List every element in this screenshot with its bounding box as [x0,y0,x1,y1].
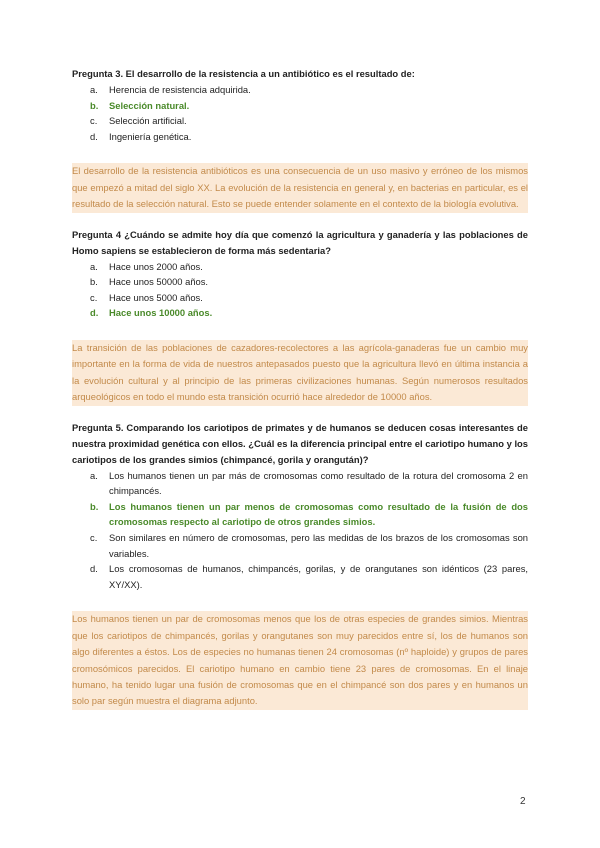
question-3-explanation: El desarrollo de la resistencia antibióticos es una consecuencia de un uso masivo y erróneo de los mismos que empezó a mitad del siglo XX. La evolución de la resistencia en general y, en bacterias en particular, es el resultado de la selección natural. Esto se puede entender solamente en el contexto de la biología evolutiva. [72,163,528,212]
option-b-correct: b. Los humanos tienen un par menos de cromosomas como resultado de la fusión de dos cromosomas respecto al cariotipo de otros grandes simios. [90,500,528,528]
option-d: d. Ingeniería genética. [90,130,192,142]
question-3-options [72,82,528,144]
question-4-explanation: La transición de las poblaciones de cazadores-recolectores a las agrícola-ganaderas fue un cambio muy importante en la forma de vida de nuestros antepasados puesto que la agricultura llevó en última instancia a la evolución cultural y al principio de las primeras civilizaciones humanas. Según numerosos resultados arqueológicos en todo el mundo esta transición ocurrió hace alrededor de 10000 años. [72,340,528,406]
question-5-explanation: Los humanos tienen un par de cromosomas menos que los de otras especies de grandes simios. Mientras que los cariotipos de chimpancés, gorilas y orangutanes son muy parecidos entre sí, los de humanos son algo diferentes a éstos. Los de especies no humanas tienen 24 cromosomas (nº haploide) y grupos de pares cromosómicos parecidos. El cariotipo humano en cambio tiene 23 pares de cromosomas. En el linaje humano, ha tenido lugar una fusión de cromosomas que en el chimpancé son dos pares y en humanos un solo par según muestra el diagrama adjunto. [72,611,528,709]
option-c: c. Son similares en número de cromosomas, pero las medidas de los brazos de los cromosomas son variables. [90,531,528,559]
question-3-title: Pregunta 3. El desarrollo de la resistencia a un antibiótico es el resultado de: [72,68,415,79]
option-a: a. Herencia de resistencia adquirida. [90,84,251,95]
option-a: a. Los humanos tienen un par más de cromosomas como resultado de la rotura del cromosoma 2 en chimpancés. [90,469,528,497]
question-4-title: Pregunta 4 ¿Cuándo se admite hoy día que comenzó la agricultura y ganadería y las poblaciones de Homo sapiens se establecieron de forma más sedentaria? [72,228,528,256]
document-page [72,66,528,710]
option-a: a. Hace unos 2000 años. [90,260,203,272]
option-d: d. Los cromosomas de humanos, chimpancés, gorilas, y de orangutanes son idénticos (23 pares, XY/XX). [90,563,528,590]
question-4-options [72,259,528,321]
option-d-correct: d. Hace unos 10000 años. [90,307,213,319]
page-number: 2 [520,796,526,807]
option-b: b. Hace unos 50000 años. [90,276,209,288]
question-5-title: Pregunta 5. Comparando los cariotipos de primates y de humanos se deducen cosas interesantes de nuestra proximidad genética con ellos. ¿Cuál es la diferencia principal entre el cariotipo humano y los cariotipos de los grandes simios (chimpancé, gorila y orangután)? [72,421,528,465]
option-b-correct: b. Selección natural. [90,99,190,111]
option-c: c. Selección artificial. [90,115,187,127]
option-c: c. Hace unos 5000 años. [90,291,203,303]
question-5-options [72,468,528,593]
